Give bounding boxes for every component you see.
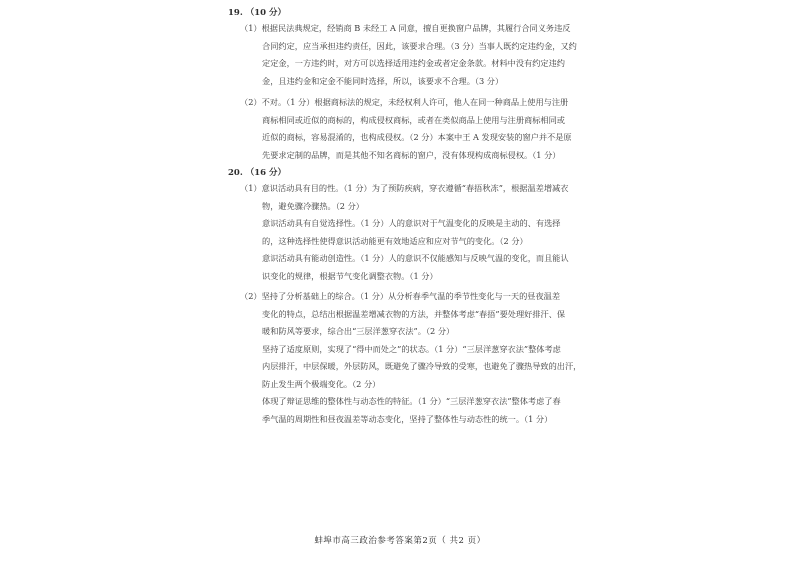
q19-part-2 [240,94,572,164]
text-line: 合同约定，应当承担违约责任，因此，该要求合理。（3 分）当事人既约定违约金，又约 [262,40,577,51]
text-line: 防止发生两个极端变化。（2 分） [262,378,381,389]
text-line: （1）意识活动具有目的性。（1 分）为了预防疾病，穿衣遵循“春捂秋冻”，根据温差增减衣 [240,183,569,193]
text-line: 定定金，一方违约时，对方可以选择适用违约金或者定金条款。材料中没有约定违约 [262,58,565,68]
text-line: （1）根据民法典规定，经销商 B 未经工 A 同意，擅自更换窗户品牌，其履行合同义务违反 [240,23,571,33]
page-footer: 蚌埠市高三政治参考答案第2页（ 共2 页） [314,536,486,546]
text-line: 坚持了适度原则，实现了“得中而处之”的状态。（1 分）“三层洋葱穿衣法”整体考虑 [262,343,561,354]
question-20-number: 20. （16 分） [228,168,287,178]
text-line: 商标相同或近似的商标的，构成侵权商标，或者在类似商品上使用与注册商标相同或 [262,114,565,125]
text-line: 意识活动具有能动创造性。（1 分）人的意识不仅能感知与反映气温的变化，而且能认 [262,253,569,263]
q20-part-1 [240,180,569,285]
text-line: 近似的商标，容易混淆的，也构成侵权。（2 分）本案中王 A 发现安装的窗户并不是原 [262,132,572,142]
text-line: 先要求定制的品牌，而是其他不知名商标的窗户，没有体现构成商标侵权。（1 分） [262,149,561,160]
text-line: 识变化的规律，根据节气变化调整衣物。（1 分） [262,270,438,281]
text-line: 的，这种选择性使得意识活动能更有效地适应和应对节气的变化。（2 分） [262,235,528,246]
text-line: 内层排汗，中层保暖，外层防风，既避免了骤冷导致的受寒，也避免了骤热导致的出汗， [262,361,582,371]
text-line: 金，且违约金和定金不能同时选择，所以，该要求不合理。（3 分） [262,75,504,86]
q19-part-1 [240,20,577,90]
text-line: 意识活动具有自觉选择性。（1 分）人的意识对于气温变化的反映是主动的、有选择 [262,218,561,228]
text-line: 季气温的周期性和昼夜温差等动态变化，坚持了整体性与动态性的统一。（1 分） [262,413,553,424]
text-line: 变化的特点，总结出根据温差增减衣物的方法，并整体考虑“春捂”要处理好排汗、保 [262,308,566,319]
text-line: 暖和防风等要求，综合出“三层洋葱穿衣法”。（2 分） [262,326,455,336]
text-line: （2）坚持了分析基础上的综合。（1 分）从分析春季气温的季节性变化与一天的昼夜温差 [240,291,561,301]
text-line: 物，避免骤冷骤热。（2 分） [262,200,364,211]
question-19-number: 19. （10 分） [228,8,287,18]
text-line: （2）不对。（1 分）根据商标法的规定，未经权利人许可，他人在同一种商品上使用与注册 [240,97,569,107]
q20-part-2 [240,288,581,428]
text-line: 体现了辩证思维的整体性与动态性的特征。（1 分）“三层洋葱穿衣法”整体考虑了春 [262,396,561,406]
